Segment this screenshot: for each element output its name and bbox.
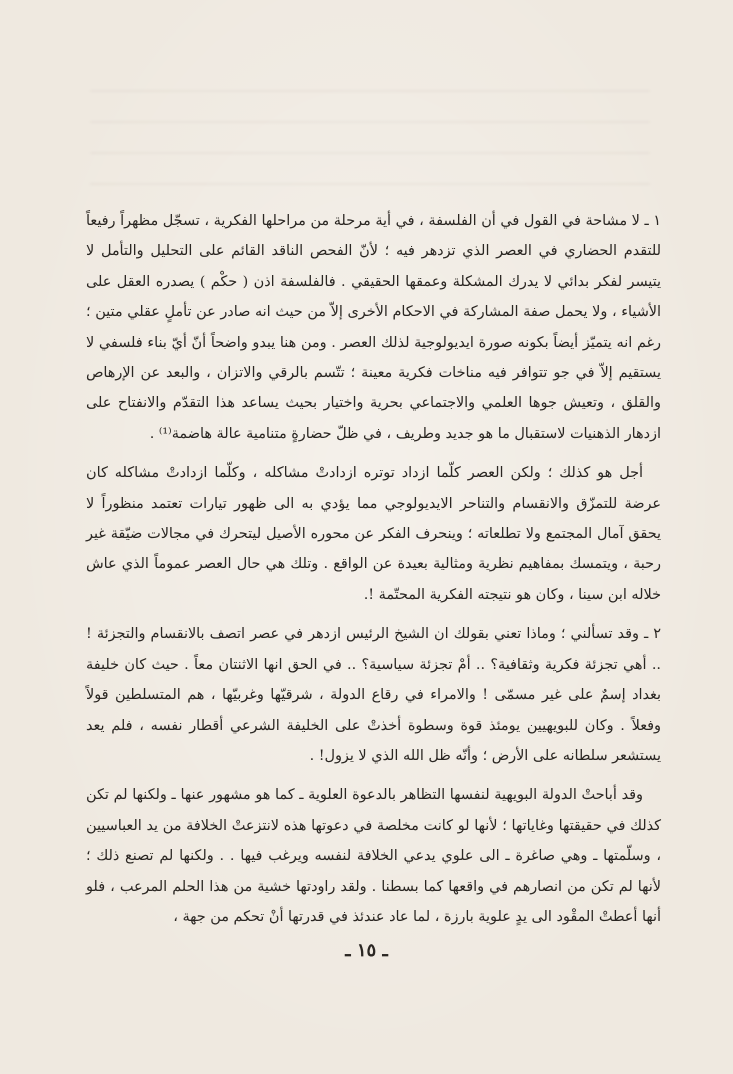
- paragraph-3: ٢ ـ وقد تسألني ؛ وماذا تعني بقولك ان الشيخ الرئيس ازدهر في عصر اتصف بالانقسام والتجزئة ! .. أهي تجزئة فكرية وثقافية؟ .. أمْ تجزئة سياسية؟ .. في الحق انها الاثنتان معاً . حيث كان خليفة بغداد إسمٌ على غير مسمّى ! والامراء في رقاع الدولة ، شرقيّها وغربيّها ، هم المتسلطين قولاً وفعلاً . وكان للبويهيين يومئذ قوة وسطوة أخذتْ على الخليفة الشرعي أقطار نفسه ، فلم يعد يستشعر سلطانه على الأرض ؛ وأنّه ظل الله الذي لا يزول! .: [86, 626, 661, 764]
- paragraph-2: أجل هو كذلك ؛ ولكن العصر كلّما ازداد توتره ازدادتْ مشاكله ، وكلّما ازدادتْ مشاكله كان عرضة للتمزّق والانقسام والتناحر الايديولوجي مما يؤدي به الى ظهور تيارات تعتمد منظوراً لا يحقق آمال المجتمع ولا تطلعاته ؛ وينحرف الفكر عن محوره الأصيل ليتحرك في مجالات ضيّقة غير رحبة ، ويتمسك بمفاهيم نظرية ومثالية بعيدة عن الواقع . وتلك هي حال العصر عموماً الذي عاش خلاله ابن سينا ، وكان هو نتيجته الفكرية المحتّمة !.: [86, 465, 661, 603]
- show-through-text: [90, 90, 650, 200]
- paragraph-4: وقد أباحتْ الدولة البويهية لنفسها التظاهر بالدعوة العلوية ـ كما هو مشهور عنها ـ ولكنها لم تكن كذلك في حقيقتها وغاياتها ؛ لأنها لو كانت مخلصة في دعوتها هذه لانتزعتْ الخلافة من يد العباسيين ، وسلّمتها ـ وهي صاغرة ـ الى علوي يدعي الخلافة لنفسه ويرغب فيها . . ولكنها لم تصنع ذلك ؛ لأنها لم تكن من انصارهم في واقعها كما بسطنا . ولقد راودتها خشية من هذا الحلم المرعب ، فلو أنها أعطتْ المقْود الى يدٍ علوية بارزة ، لما عاد عندئذ في قدرتها أنْ تحكم من جهة ،: [86, 787, 661, 925]
- page-number: ـ ١٥ ـ: [345, 940, 388, 961]
- paragraph-1: ١ ـ لا مشاحة في القول في أن الفلسفة ، في أية مرحلة من مراحلها الفكرية ، تسجّل مظهراً رفيعاً للتقدم الحضاري في العصر الذي تزدهر فيه ؛ لأنّ الفحص الناقد القائم على التحليل والتأمل لا يتيسر لفكر بدائي لا يدرك المشكلة وعمقها الحقيقي . فالفلسفة اذن ( حكْم ) يصدره العقل على الأشياء ، ولا يحمل صفة المشاركة في الاحكام الأخرى إلاّ من حيث انه صادر عن تأملٍ عقلي متين ؛ رغم انه يتميّز أيضاً بكونه صورة ايديولوجية لذلك العصر . ومن هنا يبدو واضحاً أنّ أيّ بناء فلسفي لا يستقيم إلاّ في جو تتوافر فيه مناخات فكرية معينة ؛ تتّسم بالرقي والاتزان ، والبعد عن الإرهاص والقلق ، وتعيش جوها العلمي والاجتماعي بحرية واختيار بحيث يساعد هذا التقدّم والانفتاح على ازدهار الذهنيات لاستقبال ما هو جديد وطريف ، في ظلّ حضارةٍ متنامية عالة هاضمة⁽¹⁾ .: [86, 213, 661, 442]
- body-text: [86, 206, 661, 932]
